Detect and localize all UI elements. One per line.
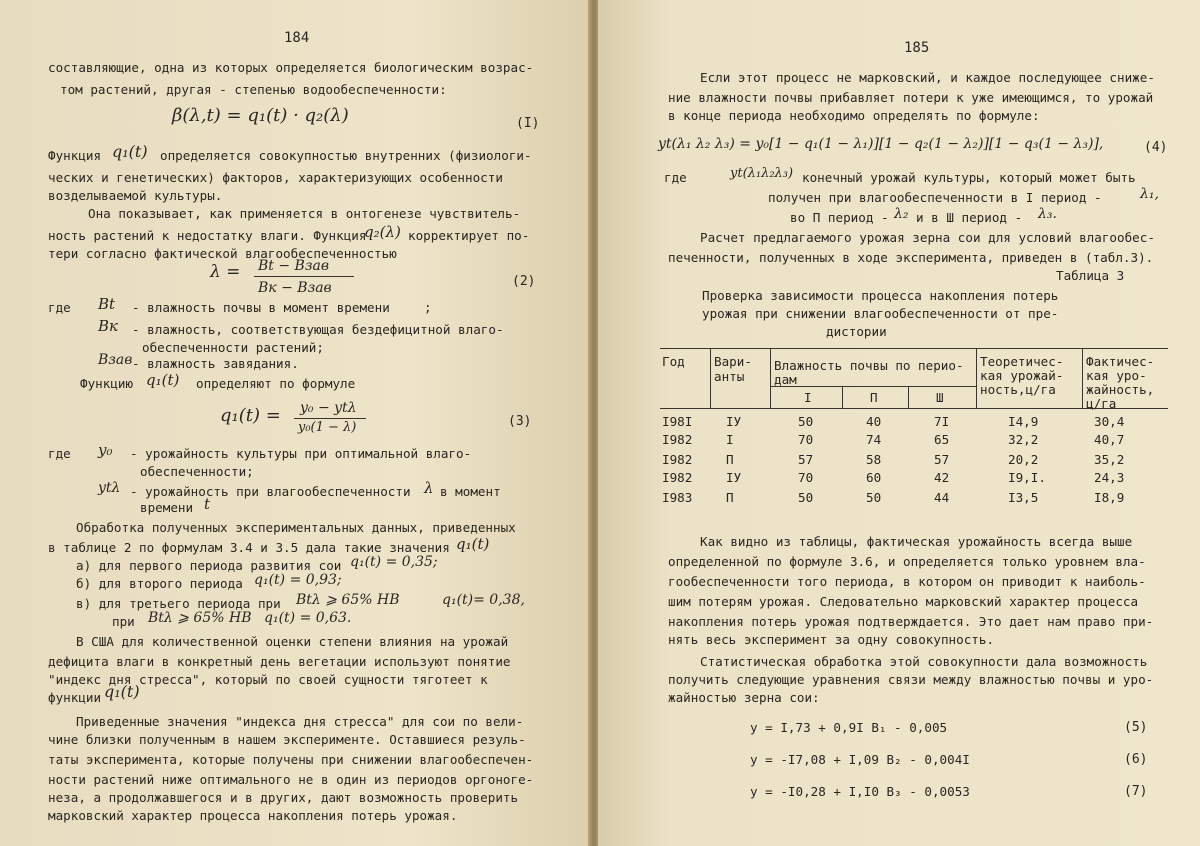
symbol-bzav: Bзав: [98, 352, 133, 368]
header-theoretical: ность,ц/га: [980, 382, 1056, 397]
text-line: ние влажности почвы прибавляет потери к уже имеющимся, то урожай: [668, 90, 1154, 105]
table-cell: П: [726, 452, 734, 467]
text-line: и в Ш период -: [916, 210, 1023, 225]
table-cell: 50: [798, 490, 814, 505]
header-moisture: Влажность почвы по перио-: [774, 358, 964, 373]
table-cell: I: [726, 432, 734, 447]
header-variant: анты: [714, 369, 745, 384]
page-number: 184: [284, 30, 310, 46]
text-line: тери согласно фактической влагообеспеченностью: [48, 246, 397, 261]
text-line: возделываемой культуры.: [48, 188, 223, 203]
text-line: конечный урожай культуры, который может быть: [802, 170, 1136, 185]
text-line: Функцию: [80, 376, 134, 391]
condition-1: Btλ ⩾ 65% HB: [296, 592, 400, 608]
table-cell: П: [726, 490, 734, 505]
table-cell: 70: [798, 432, 814, 447]
text-line: определенной по формуле 3.6, и определяется только уровнем вла-: [668, 554, 1146, 569]
table-cell: 7I: [934, 414, 950, 429]
equation-7: y = -I0,28 + I,I0 B₃ - 0,0053: [750, 784, 970, 799]
value-a: q₁(t) = 0,35;: [350, 554, 438, 570]
text-line: "индекс дня стресса", который по своей сущности тяготеет к: [48, 672, 488, 687]
symbol-ytl: ytλ: [98, 480, 121, 496]
text-line: Приведенные значения "индекса дня стресса" для сои по вели-: [76, 714, 524, 729]
table-cell: 20,2: [1008, 452, 1039, 467]
fraction-bar: [294, 418, 366, 419]
text-line: ности растений ниже оптимального не в один из периодов оргоноге-: [48, 772, 534, 787]
table-cell: I982: [662, 432, 693, 447]
text-line: в) для третьего периода при: [76, 596, 281, 611]
symbol-bk: Bк: [98, 317, 118, 335]
value-c1: q₁(t)= 0,38,: [442, 592, 525, 608]
formula-number: (5): [1124, 720, 1148, 735]
table-cell: 57: [934, 452, 950, 467]
text-line: - влажность завядания.: [132, 356, 299, 371]
table-cell: 57: [798, 452, 814, 467]
table-rule: [770, 386, 976, 387]
text-line: нять весь эксперимент за одну совокупность.: [668, 632, 995, 647]
table-cell: I9,I.: [1008, 470, 1046, 485]
text-line: функции: [48, 690, 102, 705]
text-line: ность растений к недостатку влаги. Функция: [48, 228, 367, 243]
condition-2: Btλ ⩾ 65% HB: [148, 610, 252, 626]
header-variant: Вари-: [714, 354, 752, 369]
table-cell: 74: [866, 432, 882, 447]
header-theoretical: кая урожай-: [980, 368, 1064, 383]
table-cell: 60: [866, 470, 882, 485]
text-line: Как видно из таблицы, фактическая урожайность всегда выше: [700, 534, 1133, 549]
formula-inline: q₁(t): [456, 535, 490, 553]
text-line: времени: [140, 500, 194, 515]
table-cell: I98I: [662, 414, 693, 429]
text-line: том растений, другая - степенью водообеспеченности:: [60, 82, 447, 97]
value-c2: q₁(t) = 0,63.: [264, 610, 352, 626]
page-number: 185: [904, 40, 930, 56]
text-line: составляющие, одна из которых определяется биологическим возрас-: [48, 60, 534, 75]
header-theoretical: Теоретичес-: [980, 354, 1064, 369]
table-title: дистории: [826, 324, 887, 339]
table-title: Проверка зависимости процесса накопления потерь: [702, 288, 1059, 303]
text-line: неза, а продолжавшегося и в других, дают возможность проверить: [48, 790, 519, 805]
table-cell: 42: [934, 470, 950, 485]
formula-inline: q₁(t): [112, 142, 148, 161]
table-cell: 65: [934, 432, 950, 447]
table-cell: 32,2: [1008, 432, 1039, 447]
table-cell: IУ: [726, 414, 742, 429]
table-cell: I4,9: [1008, 414, 1039, 429]
text-line: корректирует по-: [408, 228, 530, 243]
text-line: в конце периода необходимо определять по формуле:: [668, 108, 1040, 123]
left-page: [0, 0, 590, 846]
symbol-yt: yt(λ₁λ₂λ₃): [730, 166, 794, 181]
formula-number: (3): [508, 414, 532, 429]
formula-3-denominator: y₀(1 − λ): [298, 420, 357, 435]
header-actual: кая уро-: [1086, 368, 1147, 383]
text-line: Расчет предлагаемого урожая зерна сои для условий влагообес-: [700, 230, 1155, 245]
table-cell: 30,4: [1094, 414, 1125, 429]
formula-number: (2): [512, 274, 536, 289]
table-cell: 50: [798, 414, 814, 429]
fraction-bar: [254, 276, 354, 277]
equation-5: y = I,73 + 0,9I B₁ - 0,005: [750, 720, 948, 735]
formula-number: (4): [1144, 140, 1168, 155]
formula-2-numerator: Bt − Bзав: [258, 258, 329, 274]
text-line: - влажность почвы в момент времени: [132, 300, 390, 315]
table-cell: I982: [662, 470, 693, 485]
text-line: а) для первого периода развития сои: [76, 558, 342, 573]
symbol-bt: Bt: [98, 295, 116, 313]
header-moisture: дам: [774, 372, 797, 387]
text-line: - влажность, соответствующая бездефицитной влаго-: [132, 322, 504, 337]
formula-number: (7): [1124, 784, 1148, 799]
text-line: шим потерям урожая. Следовательно марковский характер процесса: [668, 594, 1139, 609]
table-rule: [976, 348, 977, 408]
text-line: получен при влагообеспеченности в I период -: [768, 190, 1102, 205]
text-line: Она показывает, как применяется в онтогенезе чувствитель-: [88, 206, 521, 221]
symbol-l2: λ₂: [894, 206, 909, 222]
header-year: Год: [662, 354, 685, 369]
table-cell: 24,3: [1094, 470, 1125, 485]
table-cell: I983: [662, 490, 693, 505]
text-line: В США для количественной оценки степени влияния на урожай: [76, 634, 509, 649]
table-cell: 40,7: [1094, 432, 1125, 447]
table-rule: [908, 386, 909, 408]
formula-4: yt(λ₁ λ₂ λ₃) = y₀[1 − q₁(1 − λ₁)][1 − q₂(1 − λ₂)][1 − q₃(1 − λ₃)],: [658, 136, 1104, 152]
header-actual: Фактичес-: [1086, 354, 1155, 369]
text-line: при: [112, 614, 135, 629]
text-line: накопления потерь урожая подтверждается. Это дает нам право при-: [668, 614, 1154, 629]
formula-inline: q₂(λ): [364, 223, 401, 241]
symbol-l3: λ₃.: [1038, 206, 1057, 222]
header-period-3: Ш: [936, 390, 944, 405]
right-page: [598, 0, 1200, 846]
text-line: Если этот процесс не марковский, и каждое последующее сниже-: [700, 70, 1155, 85]
table-caption-label: Таблица 3: [1056, 268, 1125, 283]
table-rule: [842, 386, 843, 408]
text-line: определяется совокупностью внутренних (физиологи-: [160, 148, 532, 163]
text-line: где: [48, 446, 71, 461]
header-actual: ц/га: [1086, 396, 1117, 411]
text-line: определяют по формуле: [196, 376, 356, 391]
formula-1: β(λ,t) = q₁(t) · q₂(λ): [172, 105, 349, 126]
text-line: где: [664, 170, 687, 185]
text-line: дефицита влаги в конкретный день вегетации используют понятие: [48, 654, 511, 669]
formula-inline: q₁(t): [146, 371, 180, 389]
table-cell: IУ: [726, 470, 742, 485]
symbol-t: t: [204, 495, 211, 513]
text-line: где: [48, 300, 71, 315]
table-cell: 40: [866, 414, 882, 429]
table-cell: 50: [866, 490, 882, 505]
text-line: чине близки полученным в нашем эксперименте. Оставшиеся резуль-: [48, 732, 526, 747]
text-line: ;: [424, 300, 432, 315]
table-rule: [660, 348, 1168, 349]
text-line: б) для второго периода: [76, 576, 243, 591]
text-line: получить следующие уравнения связи между влажностью почвы и уро-: [668, 672, 1154, 687]
header-period-2: П: [870, 390, 878, 405]
text-line: Обработка полученных экспериментальных данных, приведенных: [76, 520, 516, 535]
table-cell: I8,9: [1094, 490, 1125, 505]
table-cell: 35,2: [1094, 452, 1125, 467]
text-line: жайностью зерна сои:: [668, 690, 820, 705]
text-line: Статистическая обработка этой совокупности дала возможность: [700, 654, 1148, 669]
table-rule: [1082, 348, 1083, 408]
symbol-l1: λ₁,: [1140, 186, 1159, 202]
equation-6: y = -I7,08 + I,09 B₂ - 0,004I: [750, 752, 970, 767]
formula-2-denominator: Bк − Bзав: [258, 280, 332, 296]
table-rule: [710, 348, 711, 408]
table-cell: I3,5: [1008, 490, 1039, 505]
formula-3-numerator: y₀ − ytλ: [300, 400, 357, 416]
formula-2-lhs: λ =: [210, 262, 241, 282]
table-cell: I982: [662, 452, 693, 467]
header-actual: жайность,: [1086, 382, 1155, 397]
text-line: марковский характер процесса накопления потерь урожая.: [48, 808, 458, 823]
symbol-y0: y₀: [98, 441, 113, 459]
formula-number: (I): [516, 116, 540, 131]
text-line: в момент: [440, 484, 501, 499]
table-rule: [770, 348, 771, 408]
table-cell: 58: [866, 452, 882, 467]
table-cell: 70: [798, 470, 814, 485]
text-line: обеспеченности растений;: [142, 340, 324, 355]
text-line: - урожайность при влагообеспеченности: [130, 484, 411, 499]
text-line: во П период -: [790, 210, 889, 225]
formula-inline: q₁(t): [104, 682, 140, 701]
text-line: обеспеченности;: [140, 464, 254, 479]
table-cell: 44: [934, 490, 950, 505]
text-line: печенности, полученных в ходе эксперимента, приведен в (табл.3).: [668, 250, 1154, 265]
text-line: - урожайность культуры при оптимальной влаго-: [130, 446, 472, 461]
text-line: ческих и генетических) факторов, характеризующих особенности: [48, 170, 503, 185]
text-line: Функция: [48, 148, 102, 163]
text-line: гообеспеченности того периода, в котором он приводит к наиболь-: [668, 574, 1146, 589]
value-b: q₁(t) = 0,93;: [254, 572, 342, 588]
table-title: урожая при снижении влагообеспеченности от пре-: [702, 306, 1059, 321]
header-period-1: I: [804, 390, 812, 405]
text-line: в таблице 2 по формулам 3.4 и 3.5 дала такие значения: [48, 540, 450, 555]
symbol-lambda: λ: [424, 479, 434, 497]
text-line: таты эксперимента, которые получены при снижении влагообеспечен-: [48, 752, 534, 767]
formula-number: (6): [1124, 752, 1148, 767]
formula-3-lhs: q₁(t) =: [220, 405, 281, 426]
